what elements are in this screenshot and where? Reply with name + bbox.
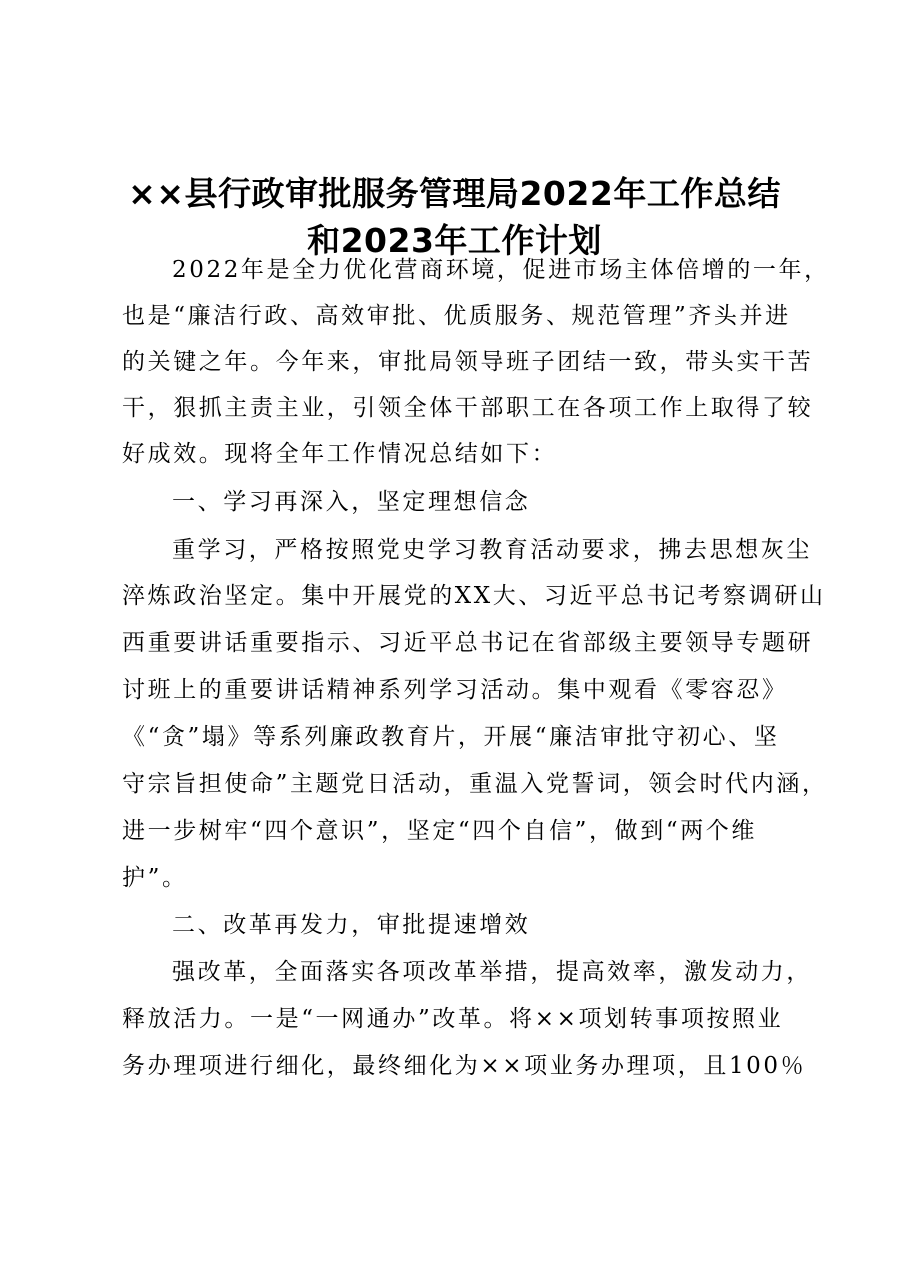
paragraph-line: 进一步树牢“四个意识”，坚定“四个自信”，做到“两个维 (122, 818, 757, 844)
paragraph-line: 2022年是全力优化营商环境，促进市场主体倍增的一年， (172, 257, 830, 283)
paragraph-line: 务办理项进行细化，最终细化为××项业务办理项，且100％ (122, 1053, 807, 1079)
paragraph-line: 守宗旨担使命”主题党日活动，重温入党誓词，领会时代内涵， (122, 771, 828, 797)
paragraph-line: 强改革，全面落实各项改革举措，提高效率，激发动力， (172, 959, 812, 985)
section-heading-2: 二、改革再发力，审批提速增效 (172, 912, 531, 938)
paragraph-line: 释放活力。一是“一网通办”改革。将××项划转事项按照业 (122, 1006, 784, 1032)
paragraph-line: 西重要讲话重要指示、习近平总书记在省部级主要领导专题研 (122, 630, 814, 656)
paragraph-line: 《“贪”塌》等系列廉政教育片，开展“廉洁审批守初心、坚 (122, 724, 780, 750)
document-title-line-1: ××县行政审批服务管理局2022年工作总结 (128, 174, 781, 213)
section-heading-1: 一、学习再深入，坚定理想信念 (172, 489, 531, 515)
document-title-line-2: 和2023年工作计划 (307, 221, 602, 260)
paragraph-line: 干，狠抓主责主业，引领全体干部职工在各项工作上取得了较 (122, 395, 814, 421)
paragraph-line: 护”。 (122, 865, 188, 891)
paragraph-line: 讨班上的重要讲话精神系列学习活动。集中观看《零容忍》 (122, 677, 788, 703)
paragraph-line: 重学习，严格按照党史学习教育活动要求，拂去思想灰尘 (172, 537, 812, 563)
paragraph-line: 淬炼政治坚定。集中开展党的XX大、习近平总书记考察调研山 (122, 583, 826, 609)
paragraph-line: 的关键之年。今年来，审批局领导班子团结一致，带头实干苦 (122, 349, 814, 375)
paragraph-line: 也是“廉洁行政、高效审批、优质服务、规范管理”齐头并进 (122, 303, 791, 329)
paragraph-line: 好成效。现将全年工作情况总结如下： (122, 441, 558, 467)
